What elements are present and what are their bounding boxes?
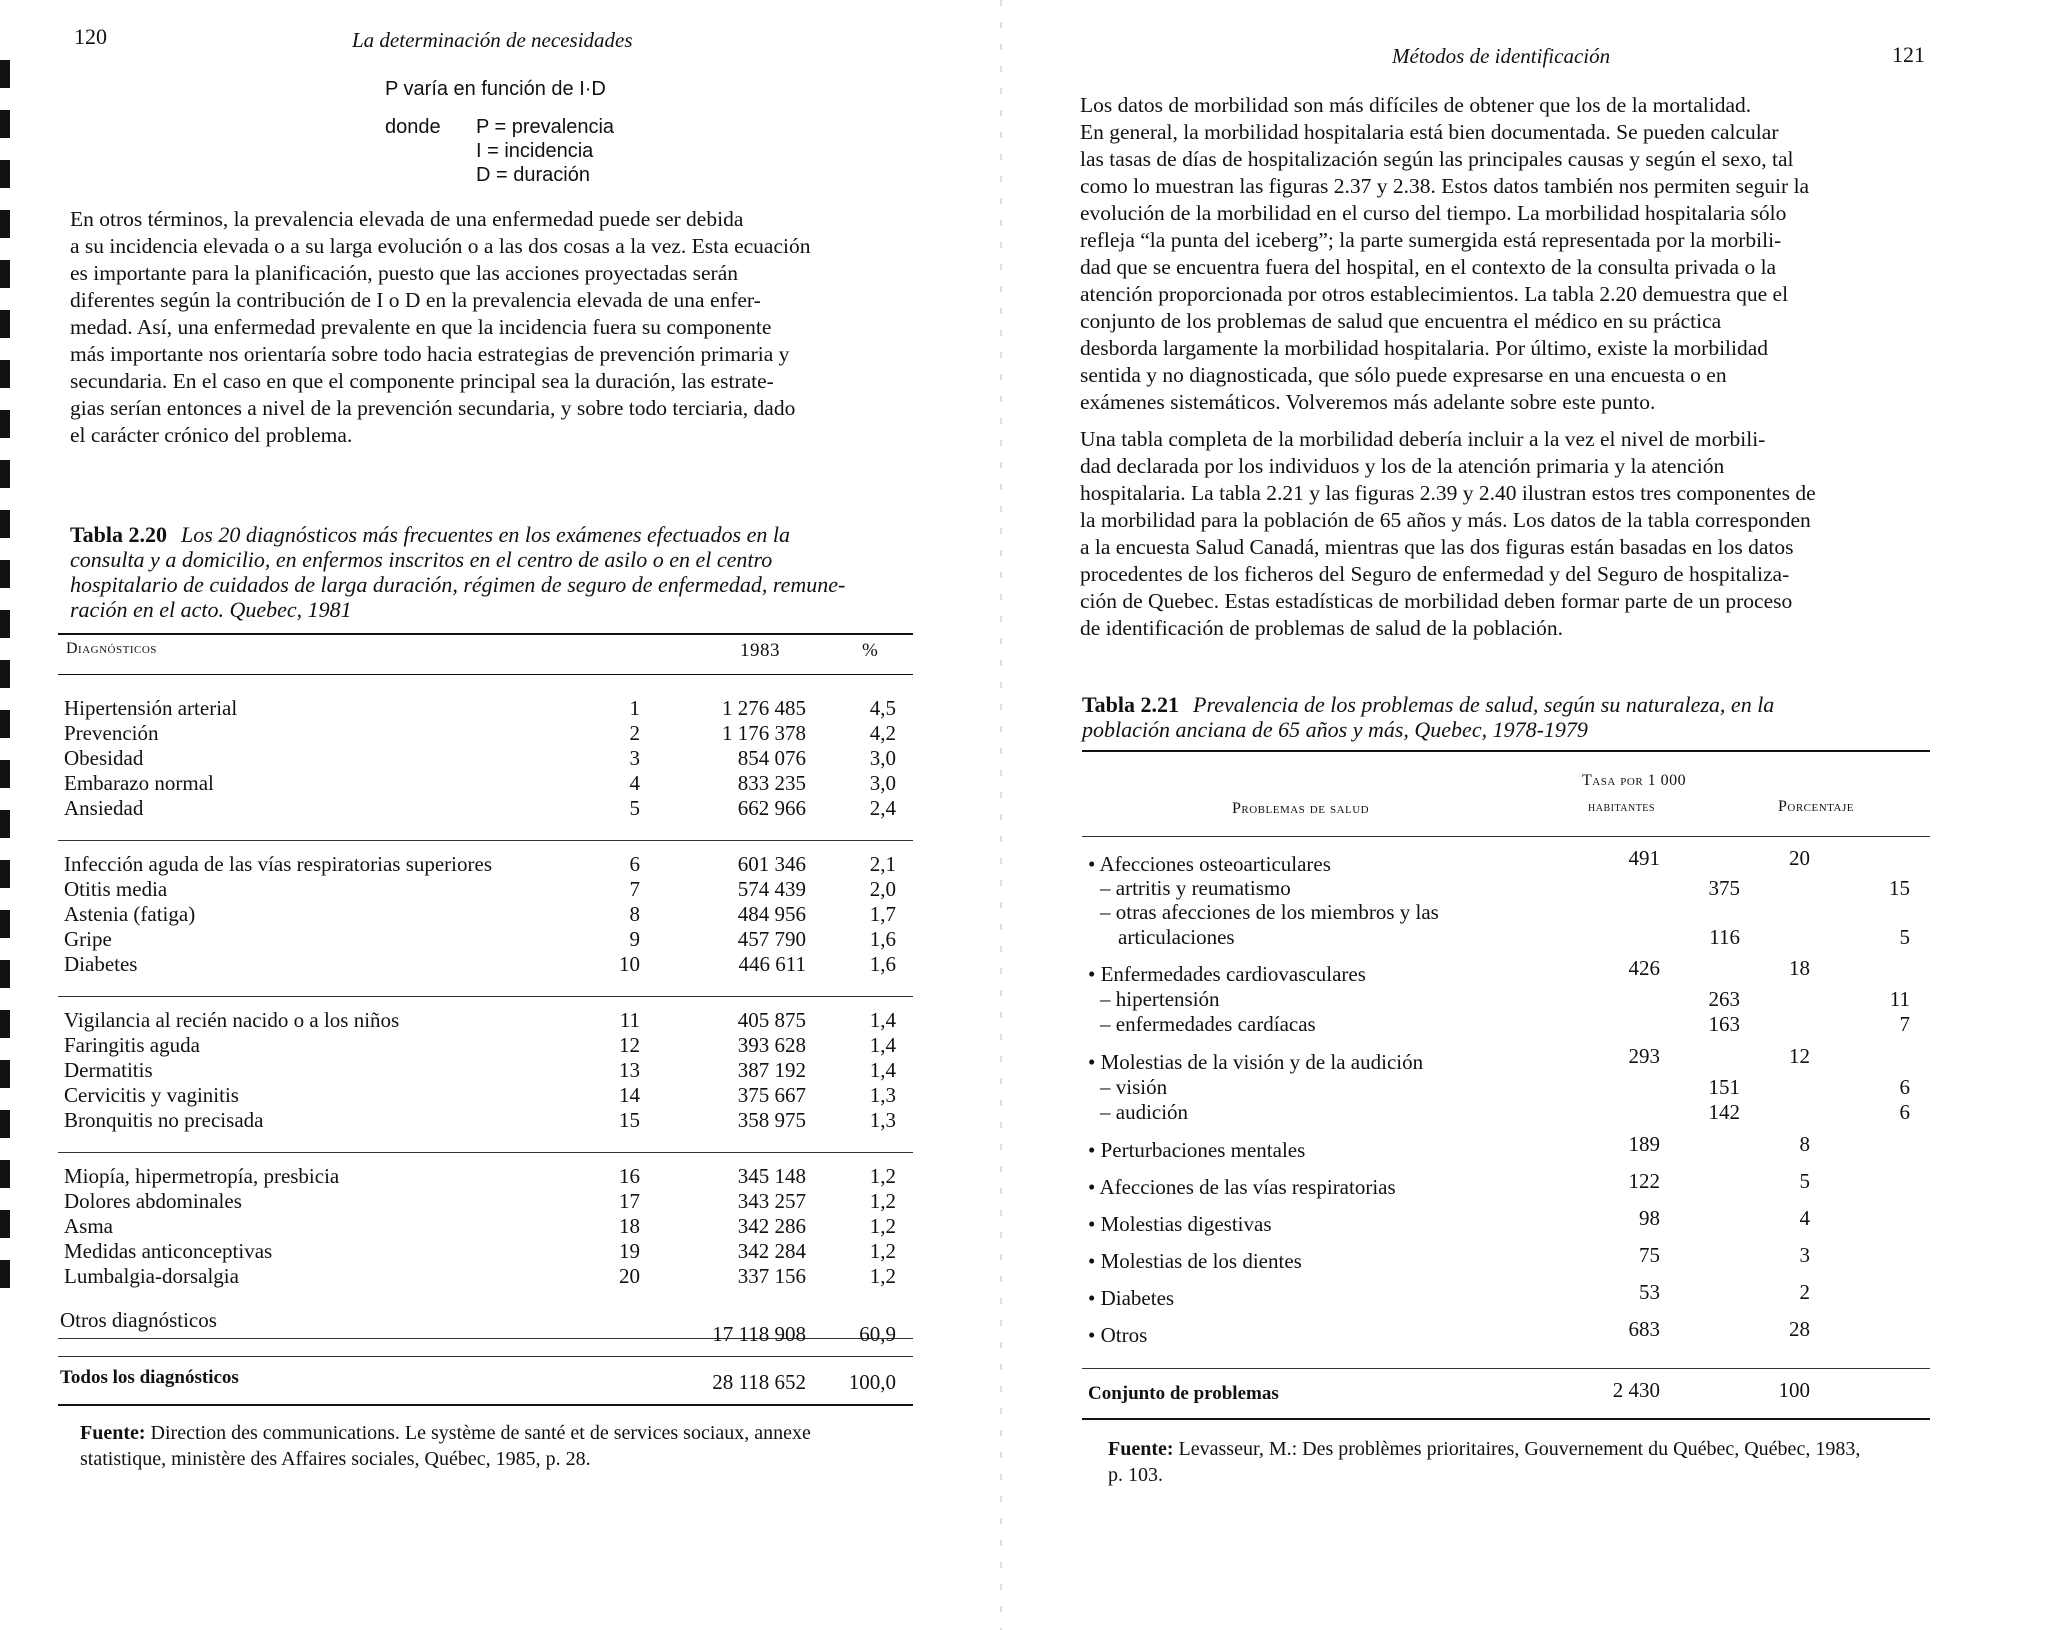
diagnosis-count: 833 235 — [737, 771, 806, 795]
diagnosis-rank: 15 — [619, 1108, 640, 1132]
rate-sub: 151 — [1708, 1075, 1740, 1099]
rate-main: 683 — [1628, 1317, 1660, 1341]
pct-sub: 15 — [1889, 876, 1910, 900]
formula-def-d: D = duración — [476, 164, 590, 186]
paragraph-line: secundaria. En el caso en que el componente principal sea la duración, las estrate- — [70, 369, 774, 393]
problem-label: – enfermedades cardíacas — [1100, 1012, 1316, 1036]
paragraph-line: más importante nos orientaría sobre todo hacia estrategias de prevención primaria y — [70, 342, 790, 366]
diagnosis-count: 1 176 378 — [722, 721, 806, 745]
paragraph-line: a su incidencia elevada o a su larga evolución o a las dos cosas a la vez. Esta ecuación — [70, 234, 811, 258]
diagnosis-name: Hipertensión arterial — [64, 696, 238, 720]
rate-main: 189 — [1628, 1132, 1660, 1156]
source-line-1: Levasseur, M.: Des problèmes prioritaires, Gouvernement du Québec, Québec, 1983, — [1178, 1438, 1861, 1460]
diagnosis-rank: 12 — [619, 1033, 640, 1057]
table-top-rule — [58, 633, 913, 635]
diagnosis-pct: 1,2 — [869, 1189, 896, 1213]
diagnosis-rank: 6 — [629, 852, 640, 876]
diagnosis-pct: 1,3 — [869, 1083, 896, 1107]
diagnosis-name: Lumbalgia-dorsalgia — [64, 1264, 239, 1288]
diagnosis-count: 342 284 — [737, 1239, 806, 1263]
pct-main: 5 — [1799, 1169, 1810, 1193]
problem-label: – visión — [1100, 1075, 1168, 1099]
paragraph-line: atención proporcionada por otros establecimientos. La tabla 2.20 demuestra que el — [1080, 282, 1789, 306]
diagnosis-count: 854 076 — [737, 746, 806, 770]
total-pct: 100 — [1778, 1378, 1810, 1402]
rate-sub: 116 — [1709, 925, 1740, 949]
table-2-21-caption — [1082, 692, 1928, 742]
diagnosis-count: 457 790 — [737, 927, 806, 951]
rate-sub: 142 — [1708, 1100, 1740, 1124]
diagnosis-count: 345 148 — [737, 1164, 806, 1188]
diagnosis-name: Bronquitis no precisada — [64, 1108, 264, 1132]
diagnosis-name: Dolores abdominales — [64, 1189, 242, 1213]
page-number-right: 121 — [1892, 42, 1925, 67]
rate-main: 75 — [1639, 1243, 1660, 1267]
paragraph-line: es importante para la planificación, puesto que las acciones proyectadas serán — [70, 261, 739, 285]
col-header-rate-1: Tasa por 1 000 — [1582, 772, 1687, 789]
paragraph-line: conjunto de los problemas de salud que encuentra el médico en su práctica — [1080, 309, 1722, 333]
diagnosis-count: 337 156 — [737, 1264, 806, 1288]
rate-sub: 375 — [1708, 876, 1740, 900]
pct-main: 3 — [1799, 1243, 1810, 1267]
pct-sub: 5 — [1899, 925, 1910, 949]
rate-main: 491 — [1628, 846, 1660, 870]
diagnosis-name: Medidas anticonceptivas — [64, 1239, 273, 1263]
total-label: Conjunto de problemas — [1088, 1383, 1279, 1404]
paragraph-line: En otros términos, la prevalencia elevada de una enfermedad puede ser debida — [70, 207, 744, 231]
paragraph-line: medad. Así, una enfermedad prevalente en que la incidencia fuera su componente — [70, 315, 772, 339]
total-pct: 100,0 — [848, 1370, 896, 1394]
problem-label: • Molestias de la visión y de la audición — [1088, 1050, 1424, 1074]
diagnosis-rank: 9 — [629, 927, 640, 951]
paragraph-line: hospitalaria. La tabla 2.21 y las figuras 2.39 y 2.40 ilustran estos tres componentes de — [1080, 481, 1816, 505]
paragraph-line: sentida y no diagnosticada, que sólo puede expresarse en una encuesta o en — [1080, 363, 1727, 387]
problem-label: articulaciones — [1118, 925, 1235, 949]
caption-line: población anciana de 65 años y más, Quebec, 1978-1979 — [1082, 717, 1588, 742]
rate-main: 293 — [1628, 1044, 1660, 1068]
body-paragraph — [70, 206, 912, 449]
total-rule — [1082, 1368, 1930, 1369]
diagnosis-name: Astenia (fatiga) — [64, 902, 196, 926]
pct-main: 8 — [1799, 1132, 1810, 1156]
table-bottom-rule — [58, 1404, 913, 1406]
problem-label: – otras afecciones de los miembros y las — [1100, 900, 1439, 924]
problem-label: • Enfermedades cardiovasculares — [1088, 962, 1366, 986]
paragraph-line: las tasas de días de hospitalización según las principales causas y según el sexo, tal — [1080, 147, 1794, 171]
diagnosis-pct: 1,6 — [869, 952, 896, 976]
diagnosis-rank: 19 — [619, 1239, 640, 1263]
diagnosis-rank: 16 — [619, 1164, 640, 1188]
rate-sub: 163 — [1708, 1012, 1740, 1036]
diagnosis-rank: 2 — [629, 721, 640, 745]
caption-line: consulta y a domicilio, en enfermos inscritos en el centro de asilo o en el centro — [70, 547, 773, 572]
pct-main: 18 — [1789, 956, 1810, 980]
diagnosis-count: 342 286 — [737, 1214, 806, 1238]
diagnosis-pct: 2,1 — [869, 852, 896, 876]
diagnosis-count: 484 956 — [737, 902, 806, 926]
col-header-pct: Porcentaje — [1778, 798, 1854, 815]
diagnosis-count: 405 875 — [737, 1008, 806, 1032]
table-2-20-caption — [70, 522, 910, 622]
left-page — [0, 0, 1000, 1630]
table-top-rule — [1082, 750, 1930, 752]
diagnosis-rank: 10 — [619, 952, 640, 976]
paragraph-line: desborda largamente la morbilidad hospitalaria. Por último, existe la morbilidad — [1080, 336, 1769, 360]
caption-line: ración en el acto. Quebec, 1981 — [70, 597, 352, 622]
pct-main: 2 — [1799, 1280, 1810, 1304]
formula-block — [385, 78, 606, 100]
diagnosis-name: Faringitis aguda — [64, 1033, 200, 1057]
paragraph-line: dad que se encuentra fuera del hospital, en el contexto de la consulta privada o la — [1080, 255, 1777, 279]
page-number-left: 120 — [74, 24, 107, 49]
diagnosis-name: Miopía, hipermetropía, presbicia — [64, 1164, 340, 1188]
diagnosis-name: Vigilancia al recién nacido o a los niños — [64, 1008, 400, 1032]
diagnosis-rank: 1 — [629, 696, 640, 720]
paragraph-line: Los datos de morbilidad son más difíciles de obtener que los de la mortalidad. — [1080, 93, 1752, 117]
table-header-rule — [1082, 836, 1930, 837]
paragraph-line: Una tabla completa de la morbilidad debería incluir a la vez el nivel de morbili- — [1080, 427, 1766, 451]
total-count: 28 118 652 — [712, 1370, 806, 1394]
diagnosis-pct: 4,5 — [869, 696, 896, 720]
paragraph-line: el carácter crónico del problema. — [70, 423, 353, 447]
formula-def-i: I = incidencia — [476, 140, 594, 162]
group-rule — [58, 996, 913, 997]
col-header-rate-2: habitantes — [1588, 800, 1655, 815]
diagnosis-count: 662 966 — [737, 796, 806, 820]
diagnosis-name: Cervicitis y vaginitis — [64, 1083, 239, 1107]
col-header-diagnosticos: Diagnósticos — [66, 640, 157, 657]
diagnosis-pct: 1,7 — [869, 902, 896, 926]
diagnosis-pct: 2,0 — [869, 877, 896, 901]
diagnosis-pct: 2,4 — [869, 796, 896, 820]
paragraph-line: como lo muestran las figuras 2.37 y 2.38. Estos datos también nos permiten seguir la — [1080, 174, 1810, 198]
body-paragraph-1 — [1080, 92, 1926, 416]
problem-label: • Afecciones osteoarticulares — [1088, 852, 1331, 876]
rate-main: 53 — [1639, 1280, 1660, 1304]
problem-label: • Afecciones de las vías respiratorias — [1088, 1175, 1396, 1199]
diagnosis-name: Ansiedad — [64, 796, 144, 820]
paragraph-line: gias serían entonces a nivel de la prevención secundaria, y sobre todo terciaria, dado — [70, 396, 796, 420]
diagnosis-count: 358 975 — [737, 1108, 806, 1132]
diagnosis-name: Obesidad — [64, 746, 144, 770]
problem-label: • Molestias digestivas — [1088, 1212, 1272, 1236]
diagnosis-count: 375 667 — [737, 1083, 806, 1107]
pct-main: 4 — [1799, 1206, 1810, 1230]
col-header-year: 1983 — [740, 640, 780, 661]
diagnosis-pct: 1,2 — [869, 1239, 896, 1263]
paragraph-line: En general, la morbilidad hospitalaria está bien documentada. Se pueden calcular — [1080, 120, 1779, 144]
total-label: Todos los diagnósticos — [60, 1367, 239, 1388]
paragraph-line: refleja “la punta del iceberg”; la parte sumergida está representada por la morbili- — [1080, 228, 1782, 252]
paragraph-line: a la encuesta Salud Canadá, mientras que las dos figuras están basadas en los datos — [1080, 535, 1794, 559]
table-2-21-source — [1108, 1436, 1938, 1488]
body-paragraph-2 — [1080, 426, 1926, 642]
diagnosis-pct: 1,3 — [869, 1108, 896, 1132]
diagnosis-name: Infección aguda de las vías respiratorias superiores — [64, 852, 492, 876]
problem-label: • Perturbaciones mentales — [1088, 1138, 1306, 1162]
diagnosis-rank: 7 — [629, 877, 640, 901]
diagnosis-pct: 3,0 — [869, 746, 896, 770]
problem-label: • Molestias de los dientes — [1088, 1249, 1302, 1273]
diagnosis-count: 387 192 — [737, 1058, 806, 1082]
problem-label: • Otros — [1088, 1323, 1148, 1347]
formula-line: P varía en función de I·D — [385, 78, 606, 100]
table-header-rule — [58, 674, 913, 675]
formula-def-p: P = prevalencia — [476, 116, 615, 138]
rate-main: 98 — [1639, 1206, 1660, 1230]
diagnosis-name: Prevención — [64, 721, 159, 745]
diagnosis-rank: 20 — [619, 1264, 640, 1288]
pct-main: 20 — [1789, 846, 1810, 870]
col-header-pct: % — [862, 640, 879, 661]
diagnosis-name: Diabetes — [64, 952, 138, 976]
diagnosis-pct: 1,4 — [869, 1008, 896, 1032]
diagnosis-pct: 1,6 — [869, 927, 896, 951]
total-rule — [58, 1356, 913, 1357]
diagnosis-rank: 11 — [619, 1008, 640, 1032]
rate-main: 426 — [1628, 956, 1660, 980]
diagnosis-pct: 1,2 — [869, 1164, 896, 1188]
paragraph-line: procedentes de los ficheros del Seguro de enfermedad y del Seguro de hospitaliza- — [1080, 562, 1790, 586]
caption-line: hospitalario de cuidados de larga duración, régimen de seguro de enfermedad, remune- — [70, 572, 846, 597]
rate-main: 122 — [1628, 1169, 1660, 1193]
group-rule — [58, 840, 913, 841]
source-label: Fuente: — [80, 1422, 146, 1444]
group-rule — [58, 1152, 913, 1153]
pct-sub: 6 — [1899, 1075, 1910, 1099]
diagnosis-rank: 14 — [619, 1083, 640, 1107]
paragraph-line: la morbilidad para la población de 65 años y más. Los datos de la tabla corresponden — [1080, 508, 1811, 532]
pct-main: 28 — [1789, 1317, 1810, 1341]
problem-label: – artritis y reumatismo — [1100, 876, 1291, 900]
caption-text — [70, 522, 845, 622]
paragraph-line: diferentes según la contribución de I o D en la prevalencia elevada de una enfer- — [70, 288, 761, 312]
problem-label: – audición — [1100, 1100, 1189, 1124]
diagnosis-name: Dermatitis — [64, 1058, 153, 1082]
diagnosis-count: 574 439 — [737, 877, 806, 901]
diagnosis-rank: 4 — [629, 771, 640, 795]
source-line-1: Direction des communications. Le système de santé et de services sociaux, annexe — [150, 1422, 811, 1444]
table-label: Tabla 2.20 — [70, 522, 168, 547]
paragraph-line: exámenes sistemáticos. Volveremos más adelante sobre este punto. — [1080, 390, 1656, 414]
caption-line: Los 20 diagnósticos más frecuentes en los exámenes efectuados en la — [181, 522, 790, 547]
right-page — [1000, 0, 2048, 1630]
running-head-left: La determinación de necesidades — [352, 28, 633, 52]
col-header-problems: Problemas de salud — [1232, 800, 1370, 817]
table-label: Tabla 2.21 — [1082, 692, 1180, 717]
diagnosis-rank: 3 — [629, 746, 640, 770]
otros-pct: 60,9 — [859, 1322, 896, 1346]
diagnosis-name: Asma — [64, 1214, 113, 1238]
pct-sub: 11 — [1889, 987, 1910, 1011]
pct-main: 12 — [1789, 1044, 1810, 1068]
running-head-right: Métodos de identificación — [1392, 44, 1611, 68]
diagnosis-rank: 5 — [629, 796, 640, 820]
pct-sub: 6 — [1899, 1100, 1910, 1124]
problem-label: – hipertensión — [1100, 987, 1220, 1011]
caption-text — [1082, 692, 1774, 742]
diagnosis-count: 601 346 — [737, 852, 806, 876]
diagnosis-name: Otitis media — [64, 877, 168, 901]
diagnosis-pct: 1,2 — [869, 1264, 896, 1288]
paragraph-line: evolución de la morbilidad en el curso del tiempo. La morbilidad hospitalaria sólo — [1080, 201, 1787, 225]
caption-line: Prevalencia de los problemas de salud, según su naturaleza, en la — [1193, 692, 1775, 717]
diagnosis-pct: 1,2 — [869, 1214, 896, 1238]
diagnosis-count: 1 276 485 — [722, 696, 806, 720]
otros-count: 17 118 908 — [712, 1322, 806, 1346]
diagnosis-name: Embarazo normal — [64, 771, 214, 795]
table-bottom-rule — [1082, 1418, 1930, 1420]
diagnosis-pct: 1,4 — [869, 1058, 896, 1082]
pct-sub: 7 — [1899, 1012, 1910, 1036]
paragraph-line: de identificación de problemas de salud de la población. — [1080, 616, 1563, 640]
diagnosis-count: 446 611 — [738, 952, 806, 976]
diagnosis-count: 343 257 — [737, 1189, 806, 1213]
paragraph-line: ción de Quebec. Estas estadísticas de morbilidad deben formar parte de un proceso — [1080, 589, 1793, 613]
source-line-2: statistique, ministère des Affaires sociales, Québec, 1985, p. 28. — [80, 1448, 591, 1470]
rate-sub: 263 — [1708, 987, 1740, 1011]
diagnosis-pct: 3,0 — [869, 771, 896, 795]
otros-label: Otros diagnósticos — [60, 1308, 217, 1332]
diagnosis-rank: 13 — [619, 1058, 640, 1082]
diagnosis-count: 393 628 — [737, 1033, 806, 1057]
formula-donde: donde — [385, 116, 441, 138]
problem-label: • Diabetes — [1088, 1286, 1175, 1310]
diagnosis-pct: 1,4 — [869, 1033, 896, 1057]
table-2-20-source — [80, 1420, 910, 1472]
total-rate: 2 430 — [1612, 1378, 1660, 1402]
diagnosis-rank: 18 — [619, 1214, 640, 1238]
source-label: Fuente: — [1108, 1438, 1174, 1460]
diagnosis-pct: 4,2 — [869, 721, 896, 745]
paragraph-line: dad declarada por los individuos y los de la atención primaria y la atención — [1080, 454, 1725, 478]
diagnosis-rank: 17 — [619, 1189, 640, 1213]
diagnosis-name: Gripe — [64, 927, 112, 951]
diagnosis-rank: 8 — [629, 902, 640, 926]
source-line-2: p. 103. — [1108, 1464, 1163, 1486]
